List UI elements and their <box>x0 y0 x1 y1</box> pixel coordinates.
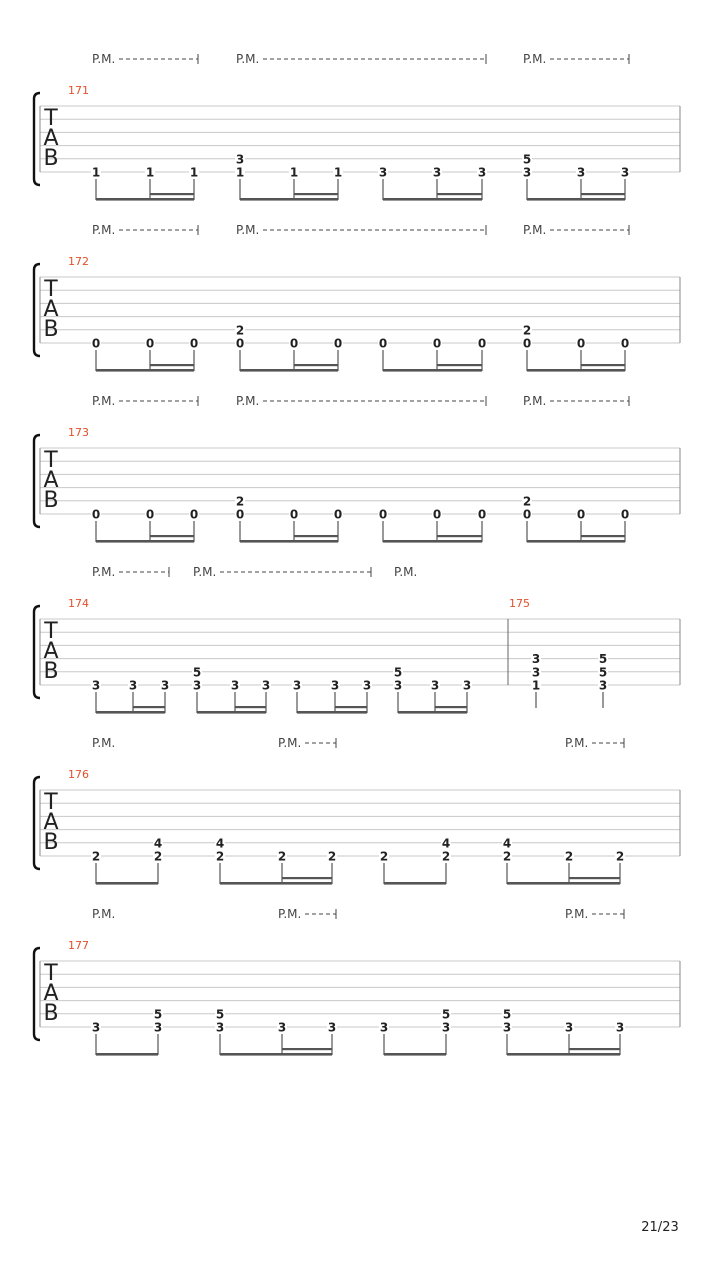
fret-number: 3 <box>564 1020 574 1035</box>
palm-mute-label: P.M. <box>236 223 260 237</box>
beam <box>383 540 482 543</box>
beam <box>96 711 165 714</box>
fret-number: 4 <box>441 836 451 851</box>
beam-secondary <box>150 193 194 195</box>
beam <box>240 369 338 372</box>
fret-number: 2 <box>564 849 574 864</box>
beam-secondary <box>133 706 165 708</box>
fret-number: 3 <box>379 1020 389 1035</box>
tab-clef-letter: T <box>44 961 58 986</box>
fret-number: 4 <box>502 836 512 851</box>
fret-number: 1 <box>189 165 199 180</box>
fret-number: 2 <box>235 494 245 509</box>
palm-mute-label: P.M. <box>193 565 217 579</box>
fret-number: 0 <box>576 507 586 522</box>
beam <box>384 1053 446 1056</box>
beam-secondary <box>437 364 482 366</box>
fret-number: 4 <box>215 836 225 851</box>
fret-number: 5 <box>522 152 532 167</box>
measure-number: 177 <box>68 939 89 952</box>
fret-number: 3 <box>230 678 240 693</box>
fret-number: 3 <box>598 678 608 693</box>
fret-number: 3 <box>620 165 630 180</box>
fret-number: 3 <box>430 678 440 693</box>
palm-mute-label: P.M. <box>278 907 302 921</box>
fret-number: 5 <box>502 1007 512 1022</box>
fret-number: 0 <box>235 507 245 522</box>
fret-number: 3 <box>91 678 101 693</box>
fret-number: 2 <box>502 849 512 864</box>
beam <box>507 882 620 885</box>
fret-number: 3 <box>292 678 302 693</box>
tab-clef-letter: T <box>44 619 58 644</box>
beam-secondary <box>435 706 467 708</box>
fret-number: 5 <box>215 1007 225 1022</box>
fret-number: 2 <box>522 323 532 338</box>
palm-mute-label: P.M. <box>92 394 116 408</box>
tab-clef-letter: T <box>44 106 58 131</box>
fret-number: 2 <box>235 323 245 338</box>
measure-number: 173 <box>68 426 89 439</box>
fret-number: 3 <box>615 1020 625 1035</box>
fret-number: 2 <box>441 849 451 864</box>
tab-clef-letter: A <box>43 981 59 1006</box>
fret-number: 2 <box>615 849 625 864</box>
beam-secondary <box>581 364 625 366</box>
fret-number: 0 <box>522 336 532 351</box>
fret-number: 2 <box>327 849 337 864</box>
measure-number: 176 <box>68 768 89 781</box>
fret-number: 3 <box>393 678 403 693</box>
beam-secondary <box>294 364 338 366</box>
fret-number: 0 <box>477 507 487 522</box>
tab-clef-letter: B <box>43 488 59 513</box>
tab-clef-letter: T <box>44 277 58 302</box>
beam <box>96 198 194 201</box>
measure-number: 172 <box>68 255 89 268</box>
fret-number: 1 <box>145 165 155 180</box>
beam <box>96 1053 158 1056</box>
fret-number: 1 <box>289 165 299 180</box>
fret-number: 3 <box>441 1020 451 1035</box>
fret-number: 0 <box>378 336 388 351</box>
beam-secondary <box>150 364 194 366</box>
fret-number: 2 <box>522 494 532 509</box>
beam <box>240 540 338 543</box>
system-bracket <box>34 948 40 1040</box>
fret-number: 3 <box>327 1020 337 1035</box>
fret-number: 0 <box>620 507 630 522</box>
fret-number: 5 <box>192 665 202 680</box>
beam <box>527 369 625 372</box>
fret-number: 2 <box>215 849 225 864</box>
beam-secondary <box>150 535 194 537</box>
beam <box>527 540 625 543</box>
system-bracket <box>34 93 40 185</box>
palm-mute-label: P.M. <box>92 52 116 66</box>
fret-number: 0 <box>333 336 343 351</box>
fret-number: 3 <box>277 1020 287 1035</box>
fret-number: 0 <box>432 507 442 522</box>
system-bracket <box>34 777 40 869</box>
tab-clef-letter: B <box>43 317 59 342</box>
palm-mute-label: P.M. <box>92 565 116 579</box>
beam <box>383 198 482 201</box>
fret-number: 5 <box>393 665 403 680</box>
system-bracket <box>34 264 40 356</box>
fret-number: 1 <box>333 165 343 180</box>
fret-number: 0 <box>576 336 586 351</box>
fret-number: 3 <box>215 1020 225 1035</box>
tab-clef-letter: A <box>43 468 59 493</box>
palm-mute-label: P.M. <box>92 223 116 237</box>
beam <box>96 540 194 543</box>
measure-number: 175 <box>509 597 530 610</box>
fret-number: 3 <box>235 152 245 167</box>
fret-number: 2 <box>379 849 389 864</box>
fret-number: 3 <box>160 678 170 693</box>
palm-mute-label: P.M. <box>236 394 260 408</box>
fret-number: 0 <box>189 336 199 351</box>
palm-mute-label: P.M. <box>523 394 547 408</box>
tab-clef-letter: T <box>44 790 58 815</box>
palm-mute-label: P.M. <box>523 52 547 66</box>
tab-clef-letter: A <box>43 297 59 322</box>
fret-number: 0 <box>432 336 442 351</box>
beam <box>96 369 194 372</box>
beam <box>220 882 332 885</box>
fret-number: 3 <box>502 1020 512 1035</box>
measure-number: 171 <box>68 84 89 97</box>
palm-mute-label: P.M. <box>565 907 589 921</box>
fret-number: 3 <box>462 678 472 693</box>
fret-number: 5 <box>153 1007 163 1022</box>
fret-number: 3 <box>531 652 541 667</box>
fret-number: 2 <box>277 849 287 864</box>
beam-secondary <box>569 1048 620 1050</box>
beam-secondary <box>235 706 266 708</box>
fret-number: 2 <box>91 849 101 864</box>
page-number: 21/23 <box>641 1220 679 1235</box>
beam <box>507 1053 620 1056</box>
beam-secondary <box>282 877 332 879</box>
beam <box>384 882 446 885</box>
fret-number: 0 <box>145 507 155 522</box>
fret-number: 3 <box>432 165 442 180</box>
tab-clef-letter: A <box>43 810 59 835</box>
fret-number: 3 <box>192 678 202 693</box>
fret-number: 0 <box>145 336 155 351</box>
tab-clef-letter: B <box>43 146 59 171</box>
system-bracket <box>34 435 40 527</box>
measure-number: 174 <box>68 597 89 610</box>
beam-secondary <box>569 877 620 879</box>
palm-mute-label: P.M. <box>394 565 418 579</box>
tab-system <box>34 738 680 885</box>
beam <box>527 198 625 201</box>
fret-number: 0 <box>289 507 299 522</box>
fret-number: 3 <box>330 678 340 693</box>
fret-number: 5 <box>441 1007 451 1022</box>
fret-number: 1 <box>91 165 101 180</box>
fret-number: 0 <box>91 507 101 522</box>
fret-number: 3 <box>362 678 372 693</box>
beam <box>383 369 482 372</box>
tab-clef-letter: A <box>43 639 59 664</box>
beam <box>240 198 338 201</box>
palm-mute-label: P.M. <box>236 52 260 66</box>
fret-number: 5 <box>598 652 608 667</box>
fret-number: 0 <box>289 336 299 351</box>
fret-number: 5 <box>598 665 608 680</box>
tab-clef-letter: B <box>43 830 59 855</box>
fret-number: 0 <box>378 507 388 522</box>
beam <box>197 711 266 714</box>
beam-secondary <box>282 1048 332 1050</box>
fret-number: 3 <box>576 165 586 180</box>
beam <box>398 711 467 714</box>
beam-secondary <box>581 193 625 195</box>
fret-number: 0 <box>333 507 343 522</box>
system-bracket <box>34 606 40 698</box>
fret-number: 3 <box>522 165 532 180</box>
beam <box>96 882 158 885</box>
fret-number: 3 <box>153 1020 163 1035</box>
fret-number: 3 <box>128 678 138 693</box>
fret-number: 1 <box>531 678 541 693</box>
beam <box>220 1053 332 1056</box>
palm-mute-label: P.M. <box>523 223 547 237</box>
fret-number: 2 <box>153 849 163 864</box>
palm-mute-label: P.M. <box>565 736 589 750</box>
beam <box>297 711 367 714</box>
palm-mute-label: P.M. <box>92 907 116 921</box>
fret-number: 0 <box>91 336 101 351</box>
tab-clef-letter: B <box>43 659 59 684</box>
beam-secondary <box>294 535 338 537</box>
fret-number: 3 <box>91 1020 101 1035</box>
palm-mute-label: P.M. <box>92 736 116 750</box>
tab-clef-letter: A <box>43 126 59 151</box>
fret-number: 3 <box>477 165 487 180</box>
fret-number: 3 <box>531 665 541 680</box>
tab-system <box>34 909 680 1056</box>
fret-number: 0 <box>189 507 199 522</box>
fret-number: 1 <box>235 165 245 180</box>
beam-secondary <box>581 535 625 537</box>
beam-secondary <box>294 193 338 195</box>
tab-clef-letter: T <box>44 448 58 473</box>
beam-secondary <box>335 706 367 708</box>
beam-secondary <box>437 535 482 537</box>
tab-clef-letter: B <box>43 1001 59 1026</box>
fret-number: 3 <box>378 165 388 180</box>
fret-number: 3 <box>261 678 271 693</box>
fret-number: 0 <box>477 336 487 351</box>
fret-number: 4 <box>153 836 163 851</box>
palm-mute-label: P.M. <box>278 736 302 750</box>
fret-number: 0 <box>620 336 630 351</box>
fret-number: 0 <box>235 336 245 351</box>
beam-secondary <box>437 193 482 195</box>
fret-number: 0 <box>522 507 532 522</box>
